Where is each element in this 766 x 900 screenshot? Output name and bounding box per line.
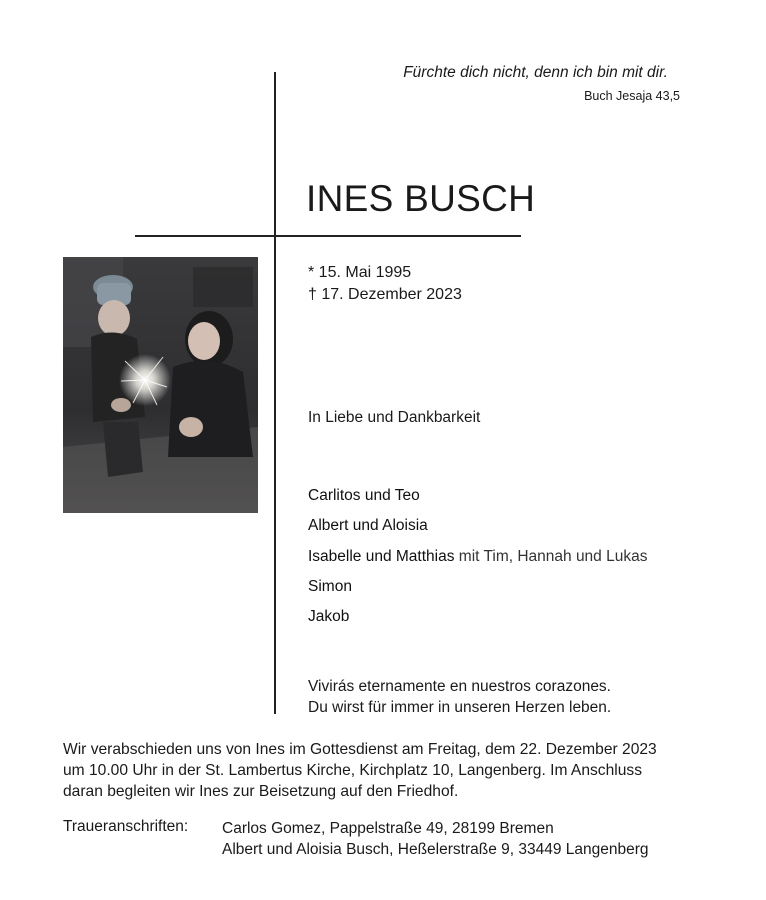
closing-line-spanish: Vivirás eternamente en nuestros corazones.: [308, 678, 611, 695]
birth-date: * 15. Mai 1995: [308, 264, 412, 281]
mourner-line: [308, 516, 647, 546]
service-announcement: [63, 739, 703, 802]
photo-image: [63, 257, 258, 513]
service-line: um 10.00 Uhr in der St. Lambertus Kirche, Kirchplatz 10, Langenberg. Im Anschluss: [63, 762, 643, 779]
mourner-extra: mit Tim, Hannah und Lukas: [454, 547, 648, 565]
mourner-names: Isabelle und Matthias: [308, 547, 455, 565]
bible-verse-source: Buch Jesaja 43,5: [584, 89, 680, 103]
mourner-names: Albert und Aloisia: [308, 517, 428, 535]
address-line: Carlos Gomez, Pappelstraße 49, 28199 Bremen: [222, 820, 554, 837]
cross-horizontal-line: [135, 235, 521, 237]
mourner-names: Carlitos und Teo: [308, 487, 420, 504]
closing-line-german: Du wirst für immer in unseren Herzen leben.: [308, 698, 612, 716]
cross-vertical-line: [274, 72, 276, 714]
thanks-line: In Liebe und Dankbarkeit: [308, 409, 481, 426]
addresses-label: Traueranschriften:: [63, 818, 189, 835]
mourner-names: Jakob: [308, 608, 350, 626]
mourner-line: [308, 577, 647, 607]
service-line: daran begleiten wir Ines zur Beisetzung auf den Friedhof.: [63, 783, 459, 800]
death-date: † 17. Dezember 2023: [308, 286, 462, 303]
service-line: Wir verabschieden uns von Ines im Gottesdienst am Freitag, dem 22. Dezember 2023: [63, 741, 657, 758]
mourner-line: [308, 486, 647, 516]
portrait-photo: [63, 257, 258, 513]
life-dates: [308, 262, 462, 306]
deceased-name: INES BUSCH: [306, 178, 536, 219]
mourner-line: [308, 607, 647, 637]
address-line: Albert und Aloisia Busch, Heßelerstraße 9, 33449 Langenberg: [222, 841, 649, 858]
mourners-list: [308, 486, 647, 637]
closing-words: [308, 677, 611, 718]
mourner-line: [308, 547, 647, 577]
addresses: [222, 818, 649, 860]
bible-verse: Fürchte dich nicht, denn ich bin mit dir.: [403, 64, 668, 81]
mourner-names: Simon: [308, 577, 352, 595]
